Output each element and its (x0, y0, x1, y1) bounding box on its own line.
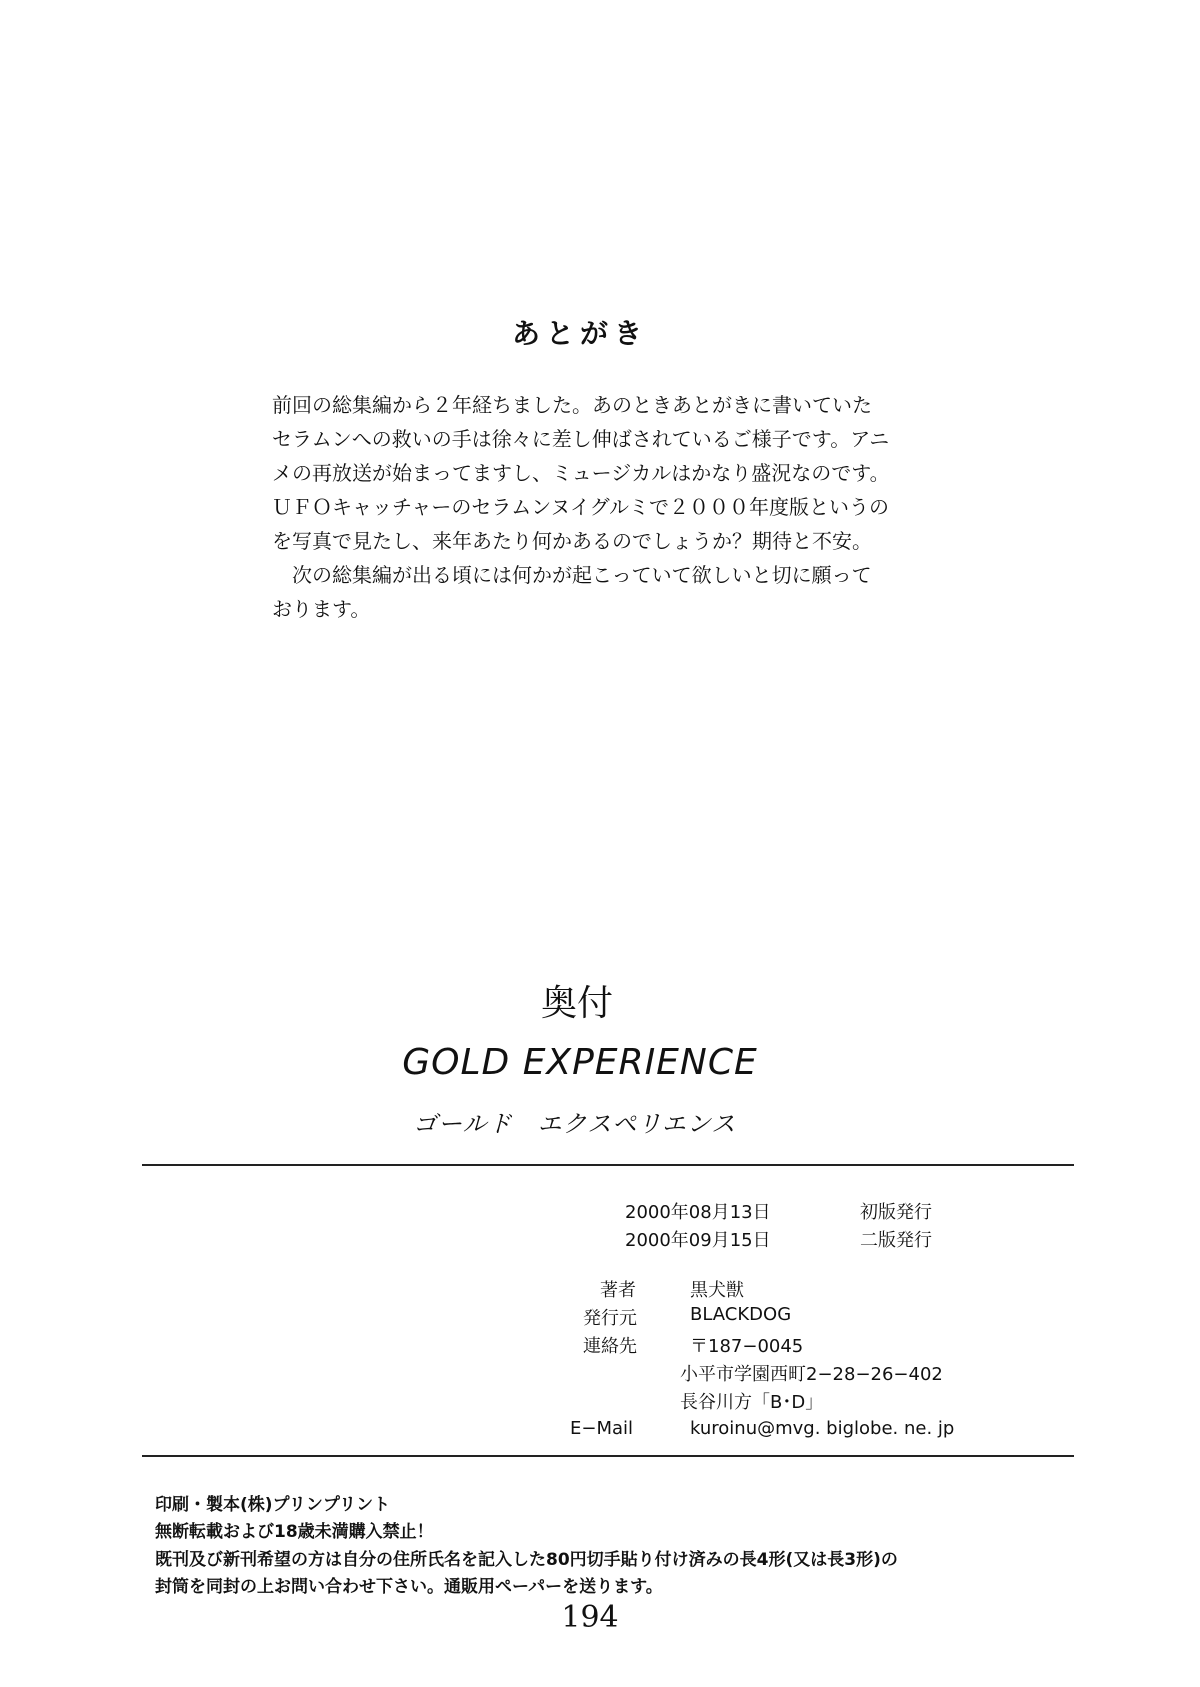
printer-note: 印刷・製本(株)プリンプリント (155, 1495, 391, 1515)
divider-bottom (142, 1455, 1074, 1457)
edition-label-first: 初版発行 (860, 1202, 932, 1223)
edition-date-first: 2000年08月13日 (625, 1202, 771, 1223)
order-note-line2: 封筒を同封の上お問い合わせ下さい。通販用ペーパーを送ります。 (155, 1577, 663, 1597)
email-label: E−Mail (570, 1418, 634, 1439)
address: 小平市学園西町2−28−26−402 (680, 1364, 943, 1385)
afterword-line: を写真で見たし、来年あたり何かあるのでしょうか？期待と不安。 (272, 529, 872, 553)
publisher-label: 発行元 (583, 1308, 637, 1329)
email-address[interactable]: kuroinu@mvg. biglobe. ne. jp (690, 1418, 955, 1439)
order-note-line1: 既刊及び新刊希望の方は自分の住所氏名を記入した80円切手貼り付け済みの長4形(又は長3形)の (155, 1550, 898, 1570)
book-title-kana: ゴールド エクスペリエンス (413, 1110, 737, 1138)
book-title: GOLD EXPERIENCE (402, 1042, 758, 1083)
restriction-note: 無断転載および18歳未満購入禁止！ (155, 1522, 434, 1542)
author-label: 著者 (600, 1280, 636, 1301)
author-name: 黒犬獣 (690, 1280, 744, 1301)
page-number: 194 (561, 1600, 619, 1635)
divider-top (142, 1164, 1074, 1166)
afterword-title: あとがき (511, 317, 648, 350)
afterword-line: 次の総集編が出る頃には何かが起こっていて欲しいと切に願って (272, 563, 872, 587)
care-of: 長谷川方「B･D」 (680, 1392, 824, 1413)
edition-date-second: 2000年09月15日 (625, 1230, 771, 1251)
afterword-line: メの再放送が始まってますし、ミュージカルはかなり盛況なのです。 (272, 461, 890, 485)
edition-label-second: 二版発行 (860, 1230, 932, 1251)
afterword-line: 前回の総集編から２年経ちました。あのときあとがきに書いていた (272, 393, 872, 417)
postal-code: 〒187−0045 (690, 1336, 804, 1357)
colophon-title: 奥付 (540, 983, 613, 1024)
afterword-line: おります。 (272, 597, 371, 621)
publisher-name: BLACKDOG (690, 1304, 792, 1325)
afterword-body (272, 388, 932, 626)
afterword-line: セラムンへの救いの手は徐々に差し伸ばされているご様子です。アニ (272, 427, 890, 451)
contact-label: 連絡先 (583, 1336, 637, 1357)
afterword-line: ＵＦＯキャッチャーのセラムンヌイグルミで２０００年度版というの (272, 495, 889, 519)
